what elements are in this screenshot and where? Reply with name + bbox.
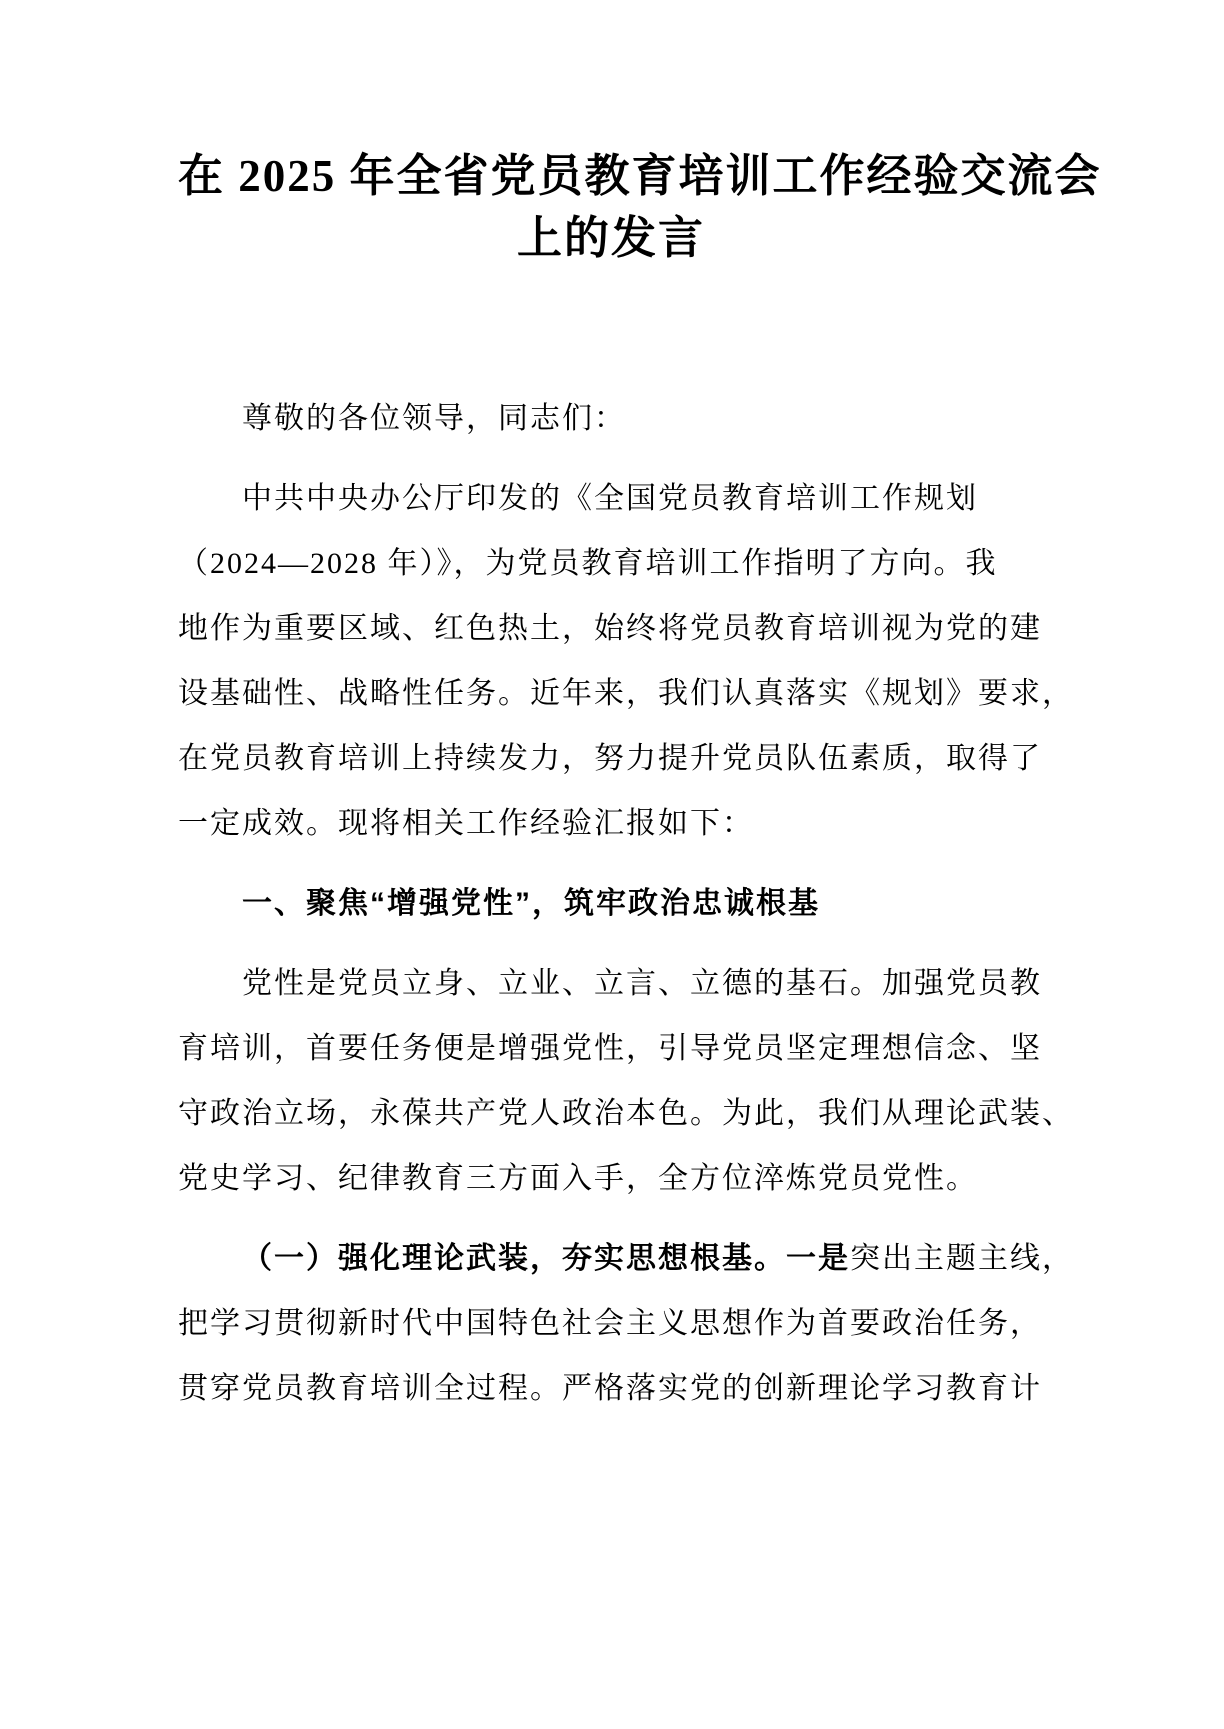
document-title [178, 145, 1102, 269]
subsection-1-bold-lead: （一）强化理论武装，夯实思想根基。一是 [242, 1242, 850, 1275]
intro-line-4: 设基础性、战略性任务。近年来，我们认真落实《规划》要求， [178, 677, 1074, 710]
subsection-1-line-3: 贯穿党员教育培训全过程。严格落实党的创新理论学习教育计 [178, 1372, 1042, 1405]
document-body [178, 386, 1074, 1421]
section-1-line-1: 党性是党员立身、立业、立言、立德的基石。加强党员教 [242, 967, 1042, 1000]
subsection-1-paragraph [178, 1226, 1074, 1421]
intro-line-5: 在党员教育培训上持续发力，努力提升党员队伍素质，取得了 [178, 742, 1042, 775]
subsection-1-line-2: 把学习贯彻新时代中国特色社会主义思想作为首要政治任务， [178, 1307, 1042, 1340]
section-1-line-3: 守政治立场，永葆共产党人政治本色。为此，我们从理论武装、 [178, 1097, 1074, 1130]
intro-line-1: 中共中央办公厅印发的《全国党员教育培训工作规划 [242, 482, 978, 515]
subsection-1-regular-tail: 突出主题主线， [850, 1242, 1074, 1275]
intro-paragraph [178, 466, 1074, 856]
section-1-paragraph [178, 951, 1074, 1211]
section-1-line-2: 育培训，首要任务便是增强党性，引导党员坚定理想信念、坚 [178, 1032, 1042, 1065]
subsection-1-line-1 [178, 1226, 1074, 1291]
salutation-text: 尊敬的各位领导，同志们： [242, 402, 626, 435]
intro-line-2: （2024—2028 年）》，为党员教育培训工作指明了方向。我 [178, 547, 998, 580]
salutation-paragraph [178, 386, 1044, 451]
intro-line-3: 地作为重要区域、红色热土，始终将党员教育培训视为党的建 [178, 612, 1042, 645]
document-title-line-2: 上的发言 [516, 213, 705, 263]
document-page [0, 145, 1224, 1729]
document-title-line-1: 在 2025 年全省党员教育培训工作经验交流会 [178, 151, 1102, 201]
section-1-line-4: 党史学习、纪律教育三方面入手，全方位淬炼党员党性。 [178, 1162, 978, 1195]
intro-line-6: 一定成效。现将相关工作经验汇报如下： [178, 807, 754, 840]
section-1-heading-paragraph [178, 871, 1044, 936]
section-1-heading: 一、聚焦“增强党性”，筑牢政治忠诚根基 [242, 887, 820, 920]
